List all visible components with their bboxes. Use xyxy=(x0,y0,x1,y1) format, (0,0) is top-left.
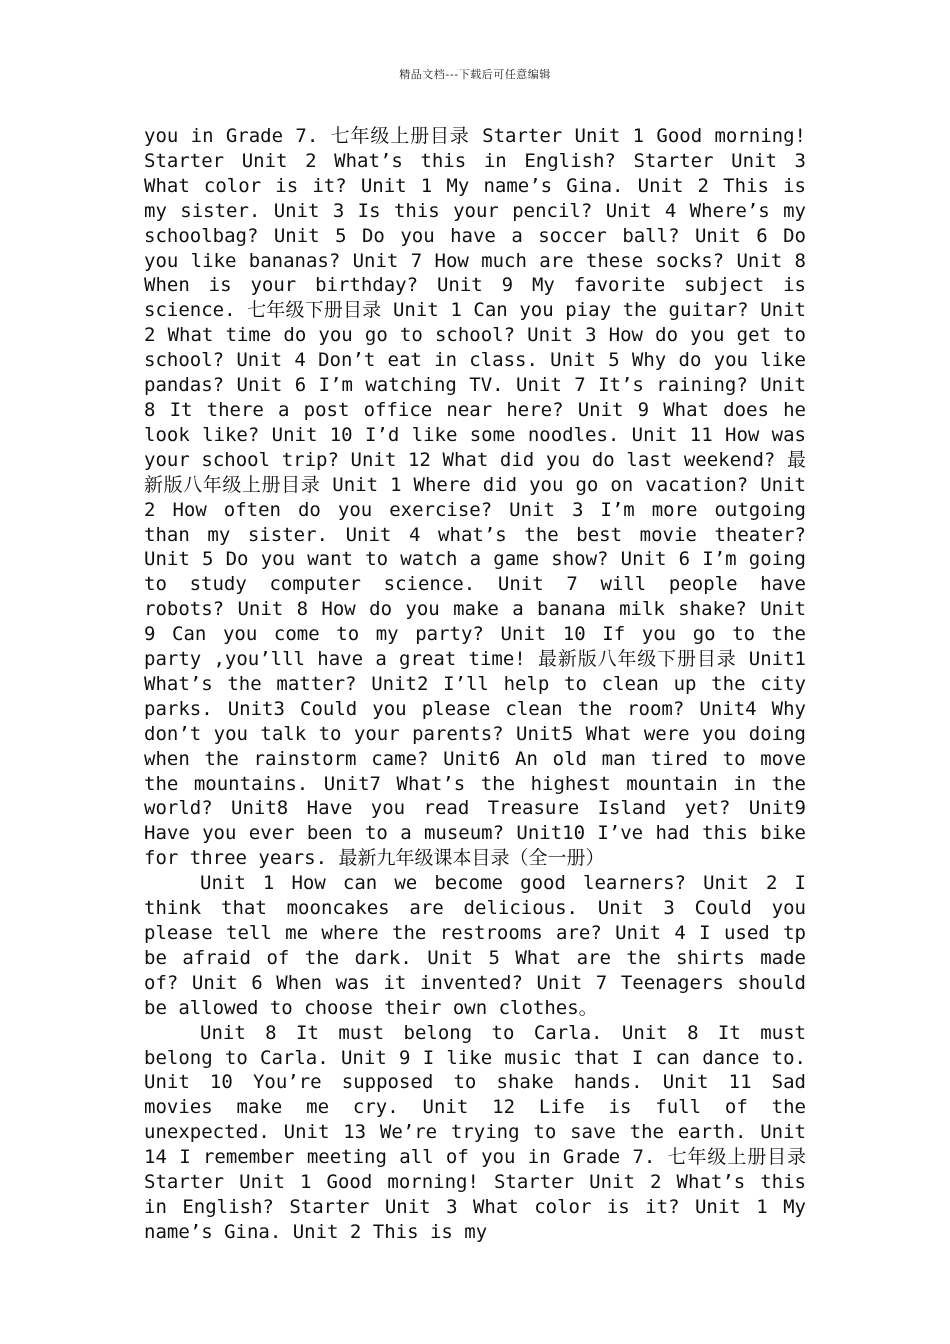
paragraph-grade9-units-continued: Unit 8 It must belong to Carla. Unit 8 It must belong to Carla. Unit 9 I like music that I can dance to. Unit 10 You’re supposed to shake hands. Unit 11 Sad movies make me cry. Unit 12 Life is full of the unexpected. Unit 13 We’re trying to save the earth. Unit 14 I remember meeting all of you in Grade 7. 七年级上册目录 Starter Unit 1 Good morning! Starter Unit 2 What’s this in English? Starter Unit 3 What color is it? Unit 1 My name’s Gina. Unit 2 This is my xyxy=(144,1021,806,1243)
document-body xyxy=(144,124,806,1245)
page-header: 精品文档---下载后可任意编辑 xyxy=(399,68,551,81)
paragraph-textbook-contents: you in Grade 7. 七年级上册目录 Starter Unit 1 Good morning! Starter Unit 2 What’s this in English? Starter Unit 3 What color is it? Unit 1 My name’s Gina. Unit 2 This is my sister. Unit 3 Is this your pencil? Unit 4 Where’s my schoolbag? Unit 5 Do you have a soccer ball? Unit 6 Do you like bananas? Unit 7 How much are these socks? Unit 8 When is your birthday? Unit 9 My favorite subject is science. 七年级下册目录 Unit 1 Can you piay the guitar? Unit 2 What time do you go to school? Unit 3 How do you get to school? Unit 4 Don’t eat in class. Unit 5 Why do you like pandas? Unit 6 I’m watching TV. Unit 7 It’s raining? Unit 8 It there a post office near here? Unit 9 What does he look like? Unit 10 I’d like some noodles. Unit 11 How was your school trip? Unit 12 What did you do last weekend? 最新版八年级上册目录 Unit 1 Where did you go on vacation? Unit 2 How often do you exercise? Unit 3 I’m more outgoing than my sister. Unit 4 what’s the best movie theater? Unit 5 Do you want to watch a game show? Unit 6 I’m going to study computer science. Unit 7 will people have robots? Unit 8 How do you make a banana milk shake? Unit 9 Can you come to my party? Unit 10 If you go to the party ,you’lll have a great time! 最新版八年级下册目录 Unit1 What’s the matter? Unit2 I’ll help to clean up the city parks. Unit3 Could you please clean the room? Unit4 Why don’t you talk to your parents? Unit5 What were you doing when the rainstorm came? Unit6 An old man tired to move the mountains. Unit7 What’s the highest mountain in the world? Unit8 Have you read Treasure Island yet? Unit9 Have you ever been to a museum? Unit10 I’ve had this bike for three years. 最新九年级课本目录（全一册） xyxy=(144,125,806,870)
paragraph-grade9-units: Unit 1 How can we become good learners? Unit 2 I think that mooncakes are delicious. Unit 3 Could you please tell me where the restrooms are? Unit 4 I used tp be afraid of the dark. Unit 5 What are the shirts made of? Unit 6 When was it invented? Unit 7 Teenagers should be allowed to choose their own clothes。 xyxy=(144,872,806,1019)
